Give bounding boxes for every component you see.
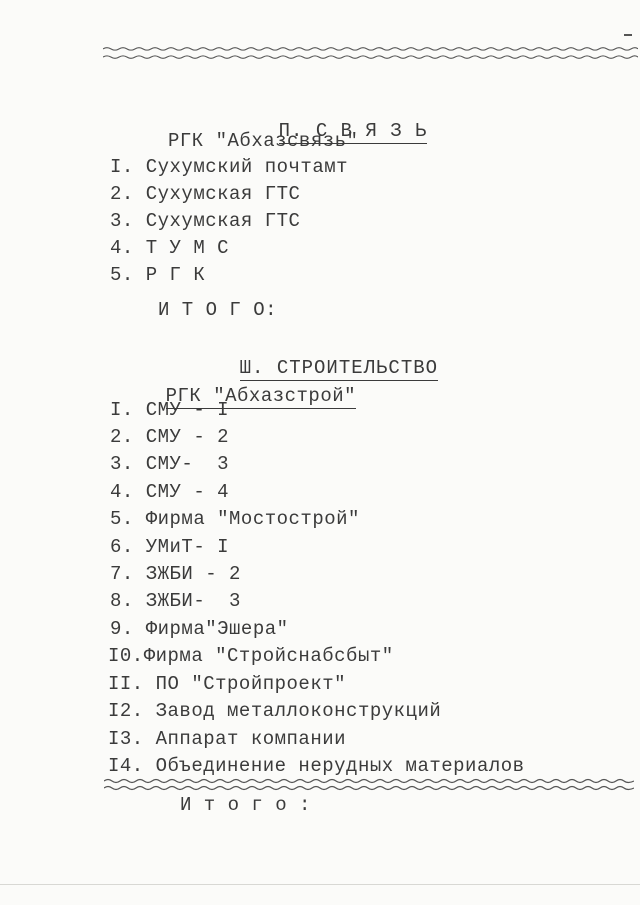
section3-item: 5. Фирма "Мостострой" — [110, 508, 360, 530]
section3-total: И т о г о : — [180, 794, 311, 816]
section3-item: I3. Аппарат компании — [108, 728, 347, 750]
bottom-wavy-rule — [104, 777, 634, 795]
section3-item: 3. СМУ- 3 — [110, 453, 230, 475]
section3-item: I4. Объединение нерудных материалов — [108, 755, 525, 777]
corner-tick-mark — [624, 34, 632, 36]
section2-item: 2. Сухумская ГТС — [110, 183, 301, 205]
page-fold-line — [0, 884, 640, 885]
top-wavy-rule — [103, 44, 638, 62]
section3-item: 9. Фирма"Эшера" — [110, 618, 289, 640]
section2-item: 4. Т У М С — [110, 237, 230, 259]
section3-item: I. СМУ - I — [110, 399, 230, 421]
section3-item: 8. ЗЖБИ- 3 — [110, 590, 241, 612]
section2-title-text: П. С В Я З Ь — [278, 120, 428, 142]
section3-item: 2. СМУ - 2 — [110, 426, 230, 448]
section3-item: II. ПО "Стройпроект" — [108, 673, 347, 695]
section3-item: 6. УМиТ- I — [110, 536, 230, 558]
section2-total: И Т О Г О: — [158, 299, 278, 321]
section3-title-text: Ш. СТРОИТЕЛЬСТВО — [239, 357, 439, 379]
section3-item: 4. СМУ - 4 — [110, 481, 230, 503]
section3-item: 7. ЗЖБИ - 2 — [110, 563, 241, 585]
section3-item: I0.Фирма "Стройснабсбыт" — [108, 645, 394, 667]
section2-org: РГК "Абхазсвязь" — [168, 130, 359, 152]
section3-item: I2. Завод металлоконструкций — [108, 700, 442, 722]
section3-org-text: РГК "Абхазстрой" — [165, 385, 357, 407]
section2-item: 3. Сухумская ГТС — [110, 210, 301, 232]
section2-item: I. Сухумский почтамт — [110, 156, 349, 178]
section2-item: 5. Р Г К — [110, 264, 206, 286]
